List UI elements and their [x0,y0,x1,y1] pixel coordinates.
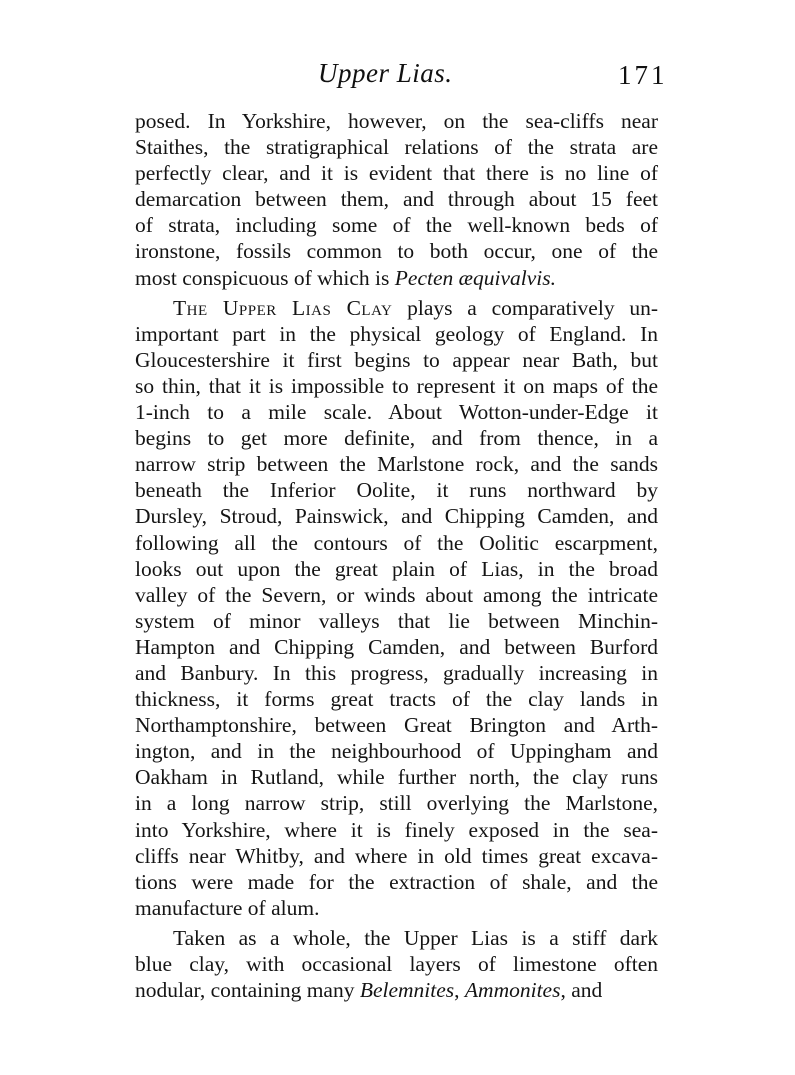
text-run: 1-inch to a mile scale. About Wotton-under-Edge it [135,400,658,425]
text-line [135,134,658,160]
text-line [135,530,658,556]
text-line [135,503,658,529]
text-line [135,160,658,186]
text-run: narrow strip between the Marlstone rock, and the sands [135,452,658,477]
running-title: Upper Lias. [318,58,453,88]
text-run: into Yorkshire, where it is finely exposed in the sea- [135,817,658,842]
text-run: posed. In Yorkshire, however, on the sea-cliffs near [135,109,658,133]
text-run: beneath the Inferior Oolite, it runs northward by [135,478,658,503]
text-line [135,925,658,951]
text-run: nodular, containing many [135,978,360,1003]
text-line [135,608,658,634]
text-line [135,686,658,712]
text-run: in a long narrow strip, still overlying the Marlstone, [135,791,658,816]
text-run: begins to get more definite, and from thence, in a [135,426,658,451]
paragraph [135,925,658,1003]
paragraph [135,295,658,921]
text-run: thickness, it forms great tracts of the clay lands in [135,687,658,712]
body-text [135,108,658,1003]
text-line [135,869,658,895]
text-run: , and [560,978,603,1003]
text-run: Dursley, Stroud, Painswick, and Chipping Camden, and [135,504,658,529]
text-line [135,712,658,738]
text-run: most conspicuous of which is [135,265,395,290]
text-run: Oakham in Rutland, while further north, the clay runs [135,765,658,790]
text-line [135,295,658,321]
text-line [135,212,658,238]
text-line [135,399,658,425]
text-line [135,451,658,477]
text-run: demarcation between them, and through about 15 feet [135,187,658,212]
text-run: of strata, including some of the well-known beds of [135,213,658,238]
text-line [135,477,658,503]
text-run: so thin, that it is impossible to represent it on maps of the [135,373,658,398]
text-run: important part in the physical geology of England. In [135,321,658,346]
small-caps-text: The Upper Lias Clay [173,295,393,320]
text-run: blue clay, with occasional layers of limestone often [135,952,658,976]
text-line [135,843,658,869]
text-run: Gloucestershire it first begins to appear near Bath, but [135,347,658,372]
text-run: following all the contours of the Oolitic escarpment, [135,530,658,555]
text-run: plays a comparatively un- [392,295,658,320]
text-run: looks out upon the great plain of Lias, in the broad [135,556,658,581]
text-line [135,321,658,347]
text-line [135,265,658,291]
text-run: , [454,978,465,1003]
text-line [135,186,658,212]
page-header [0,58,795,98]
text-run: cliffs near Whitby, and where in old times great excava- [135,843,658,868]
paragraph [135,108,658,291]
text-run: Hampton and Chipping Camden, and between Burford [135,634,658,659]
text-line [135,582,658,608]
text-line [135,425,658,451]
text-run: tions were made for the extraction of shale, and the [135,869,658,894]
text-line [135,895,658,921]
text-line [135,556,658,582]
text-run: valley of the Severn, or winds about among the intricate [135,582,658,607]
text-line [135,238,658,264]
italic-text: Pecten æquivalvis. [394,265,556,290]
text-line [135,108,658,134]
text-line [135,634,658,660]
text-line [135,660,658,686]
text-line [135,951,658,977]
text-line [135,738,658,764]
text-run: system of minor valleys that lie between Minchin- [135,608,658,633]
text-run: perfectly clear, and it is evident that there is no line of [135,161,658,186]
text-line [135,817,658,843]
text-line [135,347,658,373]
text-run: ironstone, fossils common to both occur, one of the [135,239,658,264]
text-run: ington, and in the neighbourhood of Uppingham and [135,739,658,764]
text-run: manufacture of alum. [135,895,320,920]
text-line [135,977,658,1003]
text-run: Northamptonshire, between Great Brington and Arth- [135,713,658,738]
italic-text: Belemnites [359,978,455,1003]
text-run: and Banbury. In this progress, gradually increasing in [135,660,658,685]
text-run: Taken as a whole, the Upper Lias is a stiff dark [173,925,658,950]
page-number: 171 [618,60,668,90]
text-run: Staithes, the stratigraphical relations of the strata are [135,135,658,160]
text-line [135,790,658,816]
italic-text: Ammonites [464,978,561,1003]
text-line [135,764,658,790]
text-line [135,373,658,399]
